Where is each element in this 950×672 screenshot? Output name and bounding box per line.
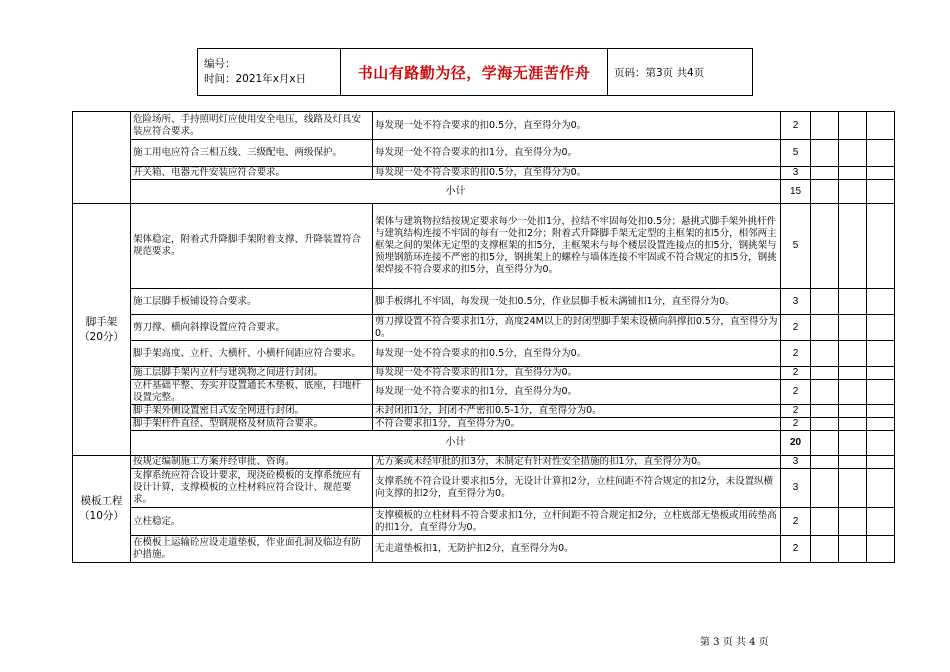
score-cell[interactable] — [839, 380, 867, 405]
score-cell[interactable] — [839, 536, 867, 563]
score-cell[interactable] — [839, 180, 867, 204]
score-cell[interactable] — [839, 315, 867, 341]
document-number-label: 编号： — [204, 58, 236, 70]
score-cell[interactable] — [811, 315, 839, 341]
score-cell[interactable] — [839, 405, 867, 418]
deduction-rule: 无走道垫板扣1，无防护扣2分，直至得分为0。 — [373, 536, 781, 563]
score-cell[interactable] — [839, 431, 867, 456]
inspection-item: 施工用电应符合三相五线、三级配电、两级保护。 — [131, 140, 373, 167]
inspection-item: 脚手架外侧设置密目式安全网进行封闭。 — [131, 405, 373, 418]
standard-score: 2 — [781, 536, 811, 563]
score-cell[interactable] — [867, 289, 895, 315]
score-cell[interactable] — [811, 204, 839, 289]
inspection-item: 脚手架高度、立杆、大横杆、小横杆间距应符合要求。 — [131, 341, 373, 367]
subtotal-label: 小计 — [131, 180, 781, 204]
score-cell[interactable] — [839, 469, 867, 508]
standard-score: 5 — [781, 204, 811, 289]
inspection-item: 剪刀撑、横向斜撑设置应符合要求。 — [131, 315, 373, 341]
score-cell[interactable] — [867, 508, 895, 536]
section-title-scaffold: 脚手架 （20分） — [73, 204, 131, 456]
score-cell[interactable] — [811, 341, 839, 367]
deduction-rule: 不符合要求扣1分，直至得分为0。 — [373, 418, 781, 431]
score-cell[interactable] — [867, 418, 895, 431]
score-cell[interactable] — [867, 204, 895, 289]
score-cell[interactable] — [839, 289, 867, 315]
deduction-rule: 未封闭扣1分，封闭不严密扣0.5-1分，直至得分为0。 — [373, 405, 781, 418]
table-row — [73, 204, 895, 289]
score-cell[interactable] — [811, 140, 839, 167]
score-cell[interactable] — [839, 140, 867, 167]
document-header — [197, 48, 753, 96]
score-cell[interactable] — [867, 180, 895, 204]
inspection-item: 开关箱、电器元件安装应符合要求。 — [131, 167, 373, 180]
standard-score: 2 — [781, 405, 811, 418]
table-row — [73, 405, 895, 418]
score-cell[interactable] — [839, 167, 867, 180]
deduction-rule: 每发现一处不符合要求的扣0.5分，直至得分为0。 — [373, 341, 781, 367]
subtotal-label: 小计 — [131, 431, 781, 456]
subtotal-row — [73, 431, 895, 456]
score-cell[interactable] — [811, 431, 839, 456]
score-cell[interactable] — [839, 508, 867, 536]
score-cell[interactable] — [867, 536, 895, 563]
deduction-rule: 每发现一处不符合要求的扣0.5分，直至得分为0。 — [373, 112, 781, 140]
subtotal-score: 20 — [781, 431, 811, 456]
standard-score: 2 — [781, 341, 811, 367]
table-row — [73, 469, 895, 508]
score-cell[interactable] — [839, 418, 867, 431]
score-cell[interactable] — [811, 405, 839, 418]
standard-score: 3 — [781, 289, 811, 315]
score-cell[interactable] — [839, 456, 867, 469]
deduction-rule: 每发现一处不符合要求的扣1分，直至得分为0。 — [373, 140, 781, 167]
score-cell[interactable] — [867, 380, 895, 405]
inspection-item: 支撑系统应符合设计要求，现浇砼模板的支撑系统应有设计计算，支撑模板的立柱材料应符合设计、规范要求。 — [131, 469, 373, 508]
score-cell[interactable] — [867, 367, 895, 380]
inspection-item: 危险场所、手持照明灯应使用安全电压，线路及灯具安装应符合要求。 — [131, 112, 373, 140]
table-row — [73, 536, 895, 563]
score-cell[interactable] — [839, 204, 867, 289]
score-cell[interactable] — [811, 508, 839, 536]
inspection-item: 脚手架杆件直径、型钢规格及材质符合要求。 — [131, 418, 373, 431]
standard-score: 3 — [781, 456, 811, 469]
section-title-cell-empty — [73, 112, 131, 204]
score-cell[interactable] — [867, 456, 895, 469]
table-row — [73, 367, 895, 380]
score-cell[interactable] — [811, 456, 839, 469]
header-page-info: 页码：第3页 共4页 — [608, 49, 753, 96]
subtotal-row — [73, 180, 895, 204]
inspection-item: 架体稳定，附着式升降脚手架附着支撑、升降装置符合规范要求。 — [131, 204, 373, 289]
standard-score: 2 — [781, 367, 811, 380]
deduction-rule: 架体与建筑物拉结按规定要求每少一处扣1分，拉结不牢固每处扣0.5分；悬挑式脚手架外挑杆件与建筑结构连接不牢固的每有一处扣2分；附着式升降脚手架无定型的主框架的扣5分，相邻两主框架之间的架体无定型的支撑框架的扣5分，主框架未与每个楼层设置连接点的扣5分，钢挑架与预埋钢筋环连接不严密的扣5分，钢挑架上的螺栓与墙体连接不牢固或不符合规定的扣5分，钢挑架焊接不符合要求的扣5分，直至得分为0。 — [373, 204, 781, 289]
table-row — [73, 456, 895, 469]
table-row — [73, 380, 895, 405]
score-cell[interactable] — [839, 367, 867, 380]
standard-score: 2 — [781, 112, 811, 140]
score-cell[interactable] — [811, 536, 839, 563]
score-cell[interactable] — [811, 167, 839, 180]
table-row — [73, 167, 895, 180]
score-cell[interactable] — [867, 431, 895, 456]
deduction-rule: 每发现一处不符合要求的扣1分，直至得分为0。 — [373, 380, 781, 405]
score-cell[interactable] — [839, 341, 867, 367]
table-row — [73, 418, 895, 431]
standard-score: 2 — [781, 315, 811, 341]
inspection-item: 施工层脚手架内立杆与建筑物之间进行封闭。 — [131, 367, 373, 380]
deduction-rule: 剪刀撑设置不符合要求扣1分，高度24M以上的封闭型脚手架未设横向斜撑扣0.5分，直至得分为0。 — [373, 315, 781, 341]
score-cell[interactable] — [867, 315, 895, 341]
standard-score: 3 — [781, 167, 811, 180]
page-footer: 第 3 页 共 4 页 — [700, 637, 769, 648]
inspection-item: 按规定编制施工方案并经审批、咨询。 — [131, 456, 373, 469]
standard-score: 5 — [781, 140, 811, 167]
score-cell[interactable] — [867, 469, 895, 508]
score-cell[interactable] — [867, 112, 895, 140]
table-row — [73, 315, 895, 341]
deduction-rule: 每发现一处不符合要求的扣0.5分，直至得分为0。 — [373, 167, 781, 180]
table-row — [73, 341, 895, 367]
section-title-formwork: 模板工程 （10分） — [73, 456, 131, 563]
inspection-item: 立杆基础平整、夯实并设置通长木垫板、底座，扫地杆设置完整。 — [131, 380, 373, 405]
header-info-cell — [198, 49, 341, 96]
table-row — [73, 508, 895, 536]
score-cell[interactable] — [811, 367, 839, 380]
score-cell[interactable] — [867, 405, 895, 418]
deduction-rule: 支撑模板的立柱材料不符合要求扣1分，立杆间距不符合规定扣2分，立柱底部无垫板或用砖垫高的扣1分，直至得分为0。 — [373, 508, 781, 536]
score-cell[interactable] — [811, 180, 839, 204]
deduction-rule: 无方案或未经审批的扣3分，未制定有针对性安全措施的扣1分，直至得分为0。 — [373, 456, 781, 469]
standard-score: 2 — [781, 380, 811, 405]
score-cell[interactable] — [811, 418, 839, 431]
inspection-item: 在模板上运输砼应设走道垫板，作业面孔洞及临边有防护措施。 — [131, 536, 373, 563]
deduction-rule: 脚手板绑扎不牢固，每发现一处扣0.5分，作业层脚手板未满铺扣1分，直至得分为0。 — [373, 289, 781, 315]
deduction-rule: 每发现一处不符合要求的扣1分，直至得分为0。 — [373, 367, 781, 380]
inspection-item: 施工层脚手板铺设符合要求。 — [131, 289, 373, 315]
score-cell[interactable] — [839, 112, 867, 140]
inspection-item: 立柱稳定。 — [131, 508, 373, 536]
score-cell[interactable] — [811, 469, 839, 508]
table-row — [73, 289, 895, 315]
score-cell[interactable] — [867, 341, 895, 367]
header-motto: 书山有路勤为径，学海无涯苦作舟 — [341, 49, 608, 96]
standard-score: 3 — [781, 469, 811, 508]
standard-score: 2 — [781, 418, 811, 431]
safety-inspection-table — [72, 111, 895, 563]
score-cell[interactable] — [811, 380, 839, 405]
document-time: 时间：2021年x月x日 — [204, 73, 307, 85]
score-cell[interactable] — [811, 112, 839, 140]
score-cell[interactable] — [811, 289, 839, 315]
table-row — [73, 112, 895, 140]
score-cell[interactable] — [867, 167, 895, 180]
table-row — [73, 140, 895, 167]
score-cell[interactable] — [867, 140, 895, 167]
subtotal-score: 15 — [781, 180, 811, 204]
deduction-rule: 支撑系统不符合设计要求扣5分，无设计计算扣2分，立柱间距不符合规定的扣2分，未设置纵横向支撑的扣2分，直至得分为0。 — [373, 469, 781, 508]
standard-score: 2 — [781, 508, 811, 536]
